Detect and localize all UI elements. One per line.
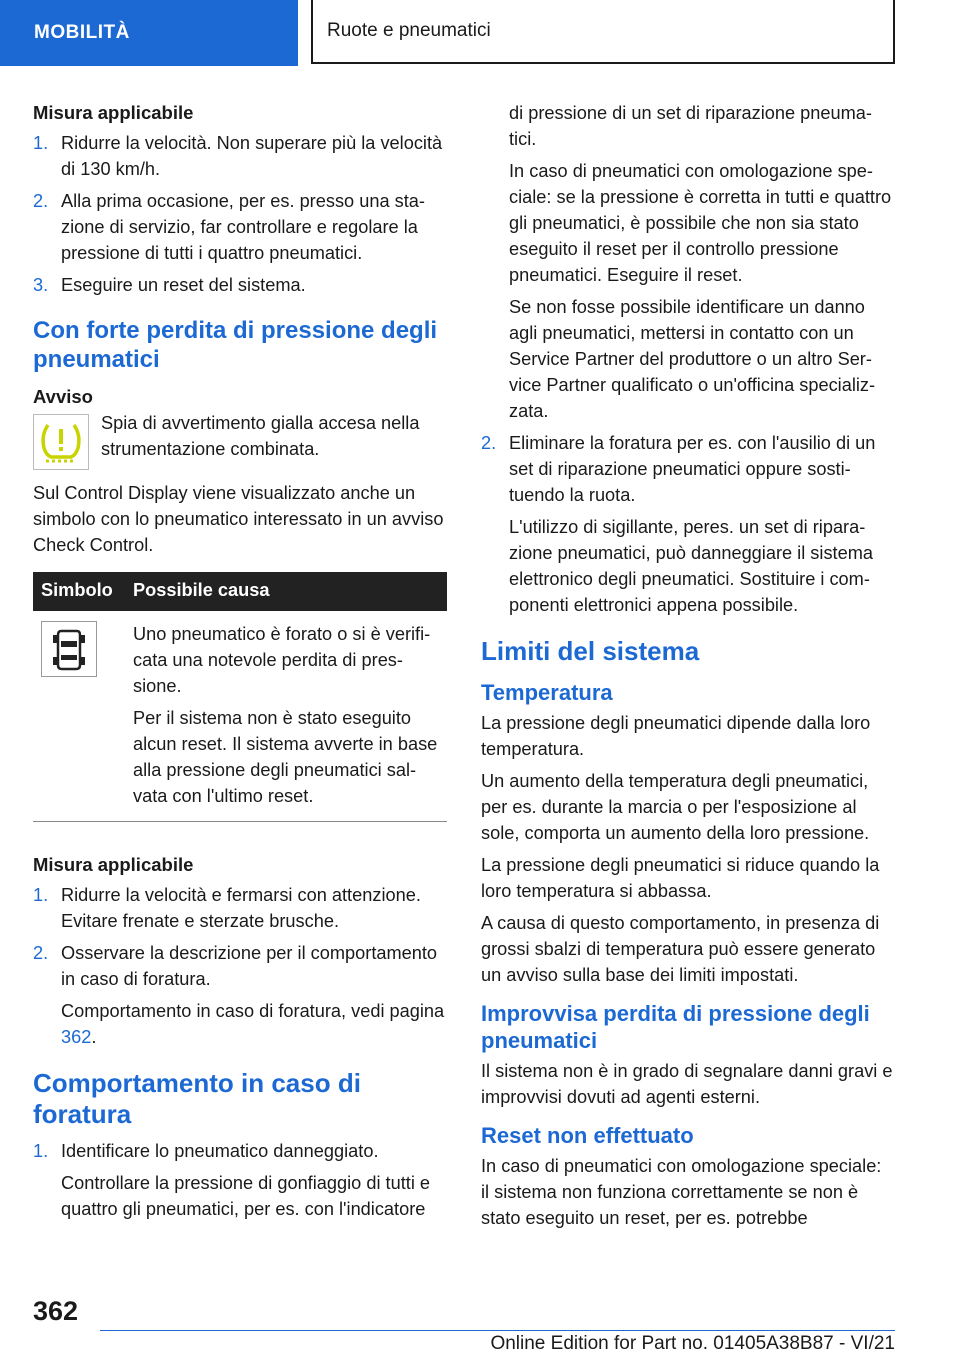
paragraph: Il sistema non è in grado di segnalare danni gravi e improvvisi dovuti ad agenti esterni. [481,1061,893,1107]
warning-title: Avviso [33,386,93,407]
section-tab [0,0,298,66]
list-item: 1. Ridurre la velocità. Non superare più la velocità di 130 km/h. [33,133,443,179]
subsection-heading: Reset non effettuato [481,1123,694,1148]
left-column [33,100,447,1228]
table-header: Simbolo [33,572,125,611]
measure-title: Misura applicabile [33,102,194,123]
footer-edition: Online Edition for Part no. 01405A38B87 - VI/21 [490,1333,895,1354]
paragraph: A causa di questo comportamento, in presenza di grossi sbalzi di temperatura può essere generato un avviso sulla base dei limiti impostati. [481,913,880,985]
list-item: 1. Ridurre la velocità e fermarsi con attenzione. Evitare frenate e sterzate brusche. [33,885,421,931]
measure-title: Misura applicabile [33,854,194,875]
chapter-title: Ruote e pneumatici [327,20,491,41]
table-cell [33,611,125,822]
list-item: 1. Identificare lo pneumatico danneggiato. Controllare la pressione di gonfiaggio di tutti e quattro gli pneumatici, per es. con l'indicatore [33,1141,431,1219]
list-item: 2. Alla prima occasione, per es. presso una stazione di servizio, far controllare e regolare la pressione di tutti i quattro pneumatici. [33,191,425,263]
warning-block [33,414,447,470]
table-header: Possibile causa [125,572,447,611]
section-heading: Limiti del sistema [481,636,700,666]
cause-text: Uno pneumatico è forato o si è verificata una notevole perdita di pressione. [133,624,431,696]
page-link[interactable]: 362 [61,1027,92,1047]
car-tire-symbol-icon [41,621,97,677]
section-title: MOBILITÀ [34,22,130,43]
list-item: 2. Osservare la descrizione per il comportamento in caso di foratura. Comportamento in caso di foratura, vedi pagina 362. [33,943,445,1047]
continued-step: di pressione di un set di riparazione pneumatici. In caso di pneumatici con omologazione speciale: se la pressione è corretta in tutti e quattro gli pneumatici, è possibile che non sia stato eseguito il reset per il controllo pressione pneumatici. Eseguire il reset. Se non fosse possibile identificare un danno agli pneumatici, mettersi in contatto con un Service Partner del produttore o un altro Service Partner qualificato o un'officina specializzata. [509,103,892,421]
cause-text: Per il sistema non è stato eseguito alcun reset. Il sistema avverte in base alla pressione degli pneumatici salvata con l'ultimo reset. [133,708,438,806]
table-row [33,611,447,822]
measure-steps [33,130,447,298]
symbol-table [33,572,447,822]
tire-pressure-warning-icon [33,414,89,470]
paragraph: In caso di pneumatici con omologazione speciale: il sistema non funziona correttamente se non è stato eseguito un reset, per es. potrebbe [481,1156,882,1228]
list-item: 2. Eliminare la foratura per es. con l'ausilio di un set di riparazione pneumatici oppure sostituendo la ruota. L'utilizzo di sigillante, peres. un set di riparazione pneumatici, può danneggiare il sistema elettronico degli pneumatici. Sostituire i componenti elettronici appena possibile. [481,433,876,615]
paragraph: La pressione degli pneumatici si riduce quando la loro temperatura si abbassa. [481,855,880,901]
procedure-steps [481,430,893,618]
paragraph: Sul Control Display viene visualizzato anche un simbolo con lo pneumatico interessato in un avviso Check Control. [33,483,444,555]
table-cell [125,611,447,822]
table-header-row [33,572,447,611]
page-number: 362 [33,1296,79,1326]
right-column [481,100,893,1237]
section-heading: Comportamento in caso di foratura [33,1068,361,1129]
procedure-steps [33,1138,447,1222]
subsection-heading: Temperatura [481,680,613,705]
measure-steps [33,882,447,1050]
warning-text: Spia di avvertimento gialla accesa nella strumentazione combinata. [101,413,420,459]
chapter-header [311,0,895,64]
section-heading: Con forte perdita di pressione degli pneumatici [33,317,438,373]
subsection-heading: Improvvisa perdita di pressione degli pneumatici [481,1001,870,1053]
list-item: 3. Eseguire un reset del sistema. [33,275,306,295]
paragraph: Un aumento della temperatura degli pneumatici, per es. durante la marcia o per l'esposizione al sole, comporta un aumento della loro pressione. [481,771,870,843]
footer-divider [100,1330,895,1331]
paragraph: La pressione degli pneumatici dipende dalla loro temperatura. [481,713,871,759]
